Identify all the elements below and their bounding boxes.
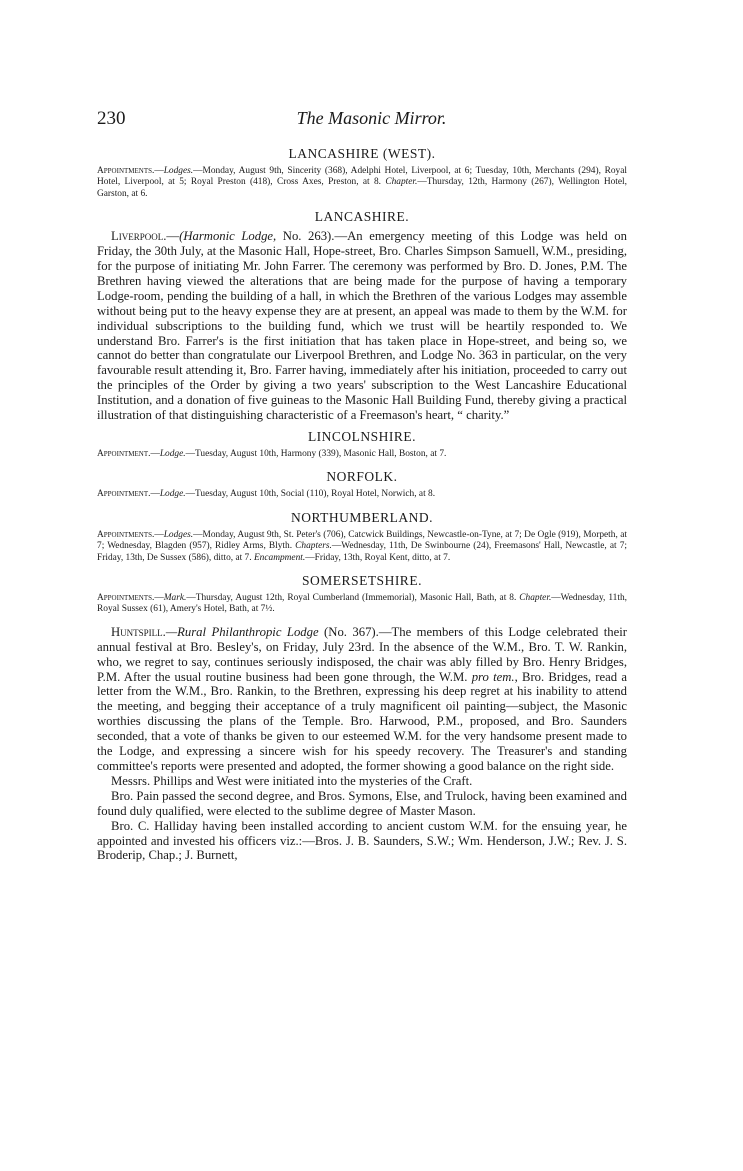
pro-tem: pro tem.	[471, 669, 515, 684]
appointments-text: —Thursday, August 12th, Royal Cumberland (Immemorial), Masonic Hall, Bath, at 8.	[186, 593, 520, 604]
appointments-notice: Appointment.—Lodge.—Tuesday, August 10th, Social (110), Royal Hotel, Norwich, at 8.	[97, 489, 436, 500]
appointments-label: Chapter.	[519, 593, 552, 604]
lodge-report: Liverpool.—(Harmonic Lodge, No. 263).—An emergency meeting of this Lodge was held on Friday, the 30th July, at the Masonic Hall, Hope-street, Bro. Charles Simpson Samuell, W.M., presiding, for the purpose of initiating Mr. John Farrer. The ceremony was performed by Bro. D. Jones, P.M. The Brethren having viewed the alterations that are being made for the purpose of having a temporary Lodge-room, pending the building of a hall, in which the Brethren of the various Lodges may assemble without being put to the heavy expense they are at present, an appeal was made to them by the W.M. for individual subscriptions to the building fund, which we trust will be heartily responded to. We understand Bro. Farrer's is the first initiation that has taken place in Hope-street, and being so, we cannot do better than congratulate our Liverpool Brethren, and Lodge No. 363 in particular, on the very favourable result attending it, Bro. Farrer having, immediately after his initiation, proceeded to carry out the principles of the Order by giving a two years' subscription to the West Lancashire Educational Institution, and a donation of five guineas to the Masonic Hall Building Fund, thereby giving a practical illustration of that distinguishing characteristic of a Freemason's heart, “ charity.”	[97, 229, 627, 423]
appointments-label: Encampment.	[253, 552, 306, 563]
appointments-label: Mark.	[163, 593, 187, 604]
appointments-label: Lodges.	[163, 166, 194, 176]
appointments-label: Lodge.	[159, 449, 186, 459]
lodge-report	[97, 625, 627, 774]
appointments-notice: Appointment.—Lodge.—Tuesday, August 10th, Harmony (339), Masonic Hall, Boston, at 7.	[97, 449, 447, 459]
article-body	[97, 146, 627, 863]
appointments-lead: Appointment.	[97, 449, 151, 459]
section-heading: NORFOLK.	[326, 469, 398, 485]
page-number: 230	[97, 108, 126, 129]
appointments-text: —Wednesday, 11th, De Swinbourne (24), Freemasons' Hall, Newcastle, at 7; Friday, 13th, De Sussex (586), ditto, at 7.	[97, 541, 627, 563]
appointments-text: —Monday, August 9th, Sincerity (368), Adelphi Hotel, Liverpool, at 6; Tuesday, 10th, Merchants (294), Royal Hotel, Liverpool, at 5; Royal Preston (418), Cross Axes, Preston, at 8.	[97, 166, 627, 188]
section-heading: LANCASHIRE (WEST).	[288, 146, 436, 161]
appointments-label: Lodge.	[159, 489, 186, 500]
section-heading: SOMERSETSHIRE.	[302, 573, 422, 589]
appointments-lead: Appointment.	[97, 489, 151, 500]
appointments-notice: Appointments.—Lodges.—Monday, August 9th, Sincerity (368), Adelphi Hotel, Liverpool, at 6; Tuesday, 10th, Merchants (294), Royal Hotel, Liverpool, at 5; Royal Preston (418), Cross Axes, Preston, at 8. Chapter.—Thursday, 12th, Harmony (267), Wellington Hotel, Garston, at 6.	[97, 166, 627, 199]
report-text: , Bro. Bridges, read a letter from the W.M., Bro. Rankin, to the Brethren, expressing his deep regret at his inability to attend the meeting, and begging their acceptance of a truly magnificent oil painting—subject, the Masonic worthies discussing the plans of the Temple. Bro. Harwood, P.M., proposed, and Bro. Saunders seconded, that a vote of thanks be given to our esteemed W.M. for the very handsome present made to the Lodge, and expressing a sincere wish for his speedy recovery. The Treasurer's and standing committee's reports were presented and adopted, the former showing a good balance on the right side.	[97, 669, 628, 773]
page-header	[97, 108, 646, 136]
appointments-label: Lodges.	[163, 529, 194, 540]
section-heading: NORTHUMBERLAND.	[290, 509, 434, 525]
appointments-label: Chapter.	[385, 177, 418, 188]
report-paragraph: Bro. Pain passed the second degree, and Bros. Symons, Else, and Trulock, having been examined and found duly qualified, were elected to the sublime degree of Master Mason.	[97, 788, 627, 818]
appointments-text: —Monday, August 9th, St. Peter's (706), Catcwick Buildings, Newcastle-on-Tyne, at 7; De Ogle (919), Morpeth, at 7; Wednesday, Blagden (957), Ridley Arms, Blyth.	[97, 529, 627, 552]
appointments-text: —Tuesday, August 10th, Social (110), Royal Hotel, Norwich, at 8.	[185, 489, 436, 500]
report-lead: Huntspill.	[111, 624, 166, 639]
report-lead: Liverpool.	[111, 229, 167, 244]
section-heading: LANCASHIRE.	[314, 209, 410, 225]
report-text: No. 263).—An emergency meeting of this Lodge was held on Friday, the 30th July, at the Masonic Hall, Hope-street, Bro. Charles Simpson Samuell, W.M., presiding, for the purpose of initiating Mr. John Farrer. The ceremony was performed by Bro. D. Jones, P.M. The Brethren having viewed the alterations that are being made for the purpose of having a temporary Lodge-room, pending the building of a hall, in which the Brethren of the various Lodges may assemble without being put to the heavy expense they are at present, an appeal was made to them by the W.M. for individual subscriptions to the building fund, which we trust will be heartily responded to. We understand Bro. Farrer's is the first initiation that has taken place in Hope-street, and being so, we cannot do better than congratulate our Liverpool Brethren, and Lodge No. 363 in particular, on the very favourable result attending it, Bro. Farrer having, immediately after his initiation, proceeded to carry out the principles of the Order by giving a two years' subscription to the West Lancashire Educational Institution, and a donation of five guineas to the Masonic Hall Building Fund, thereby giving a practical illustration of that distinguishing characteristic of a Freemason's heart, “ charity.”	[97, 229, 627, 423]
appointments-text: —Friday, 13th, Royal Kent, ditto, at 7.	[305, 552, 451, 563]
report-text: (No. 367).—The members of this Lodge celebrated their annual festival at Bro. Besley's, on Friday, July 23rd. In the absence of the W.M., Bro. T. W. Rankin, who, we regret to say, continues seriously indisposed, the chair was ably filled by Bro. Henry Bridges, P.M. After the usual routine business had been gone through, the W.M.	[97, 624, 627, 684]
appointments-notice: Appointments.—Mark.—Thursday, August 12th, Royal Cumberland (Immemorial), Masonic Hall, Bath, at 8. Chapter.—Wednesday, 11th, Royal Sussex (61), Amery's Hotel, Bath, at 7½.	[97, 593, 627, 615]
report-paragraph: Bro. C. Halliday having been installed according to ancient custom W.M. for the ensuing year, he appointed and invested his officers viz.:—Bros. J. B. Saunders, S.W.; Wm. Henderson, J.W.; Rev. J. S. Broderip, Chap.; J. Burnett,	[97, 818, 627, 863]
appointments-label: Chapters.	[295, 541, 332, 552]
appointments-text: —Thursday, 12th, Harmony (267), Wellington Hotel, Garston, at 6.	[97, 177, 627, 199]
appointments-lead: Appointments.	[97, 166, 155, 176]
appointments-notice: Appointments.—Lodges.—Monday, August 9th, St. Peter's (706), Catcwick Buildings, Newcastle-on-Tyne, at 7; De Ogle (919), Morpeth, at 7; Wednesday, Blagden (957), Ridley Arms, Blyth. Chapters.—Wednesday, 11th, De Swinbourne (24), Freemasons' Hall, Newcastle, at 7; Friday, 13th, De Sussex (586), ditto, at 7. Encampment.—Friday, 13th, Royal Kent, ditto, at 7.	[97, 529, 627, 563]
lodge-name: —Rural Philanthropic Lodge	[165, 624, 319, 639]
section-heading: LINCOLNSHIRE.	[307, 429, 417, 444]
appointments-lead: Appointments.	[97, 529, 155, 540]
report-paragraph: Messrs. Phillips and West were initiated into the mysteries of the Craft.	[111, 773, 473, 788]
appointments-text: —Tuesday, August 10th, Harmony (339), Masonic Hall, Boston, at 7.	[185, 449, 447, 459]
running-title: The Masonic Mirror.	[296, 108, 447, 128]
lodge-name: (Harmonic Lodge,	[179, 229, 277, 244]
appointments-text: —Wednesday, 11th, Royal Sussex (61), Amery's Hotel, Bath, at 7½.	[97, 593, 627, 615]
appointments-lead: Appointments.	[97, 593, 155, 604]
